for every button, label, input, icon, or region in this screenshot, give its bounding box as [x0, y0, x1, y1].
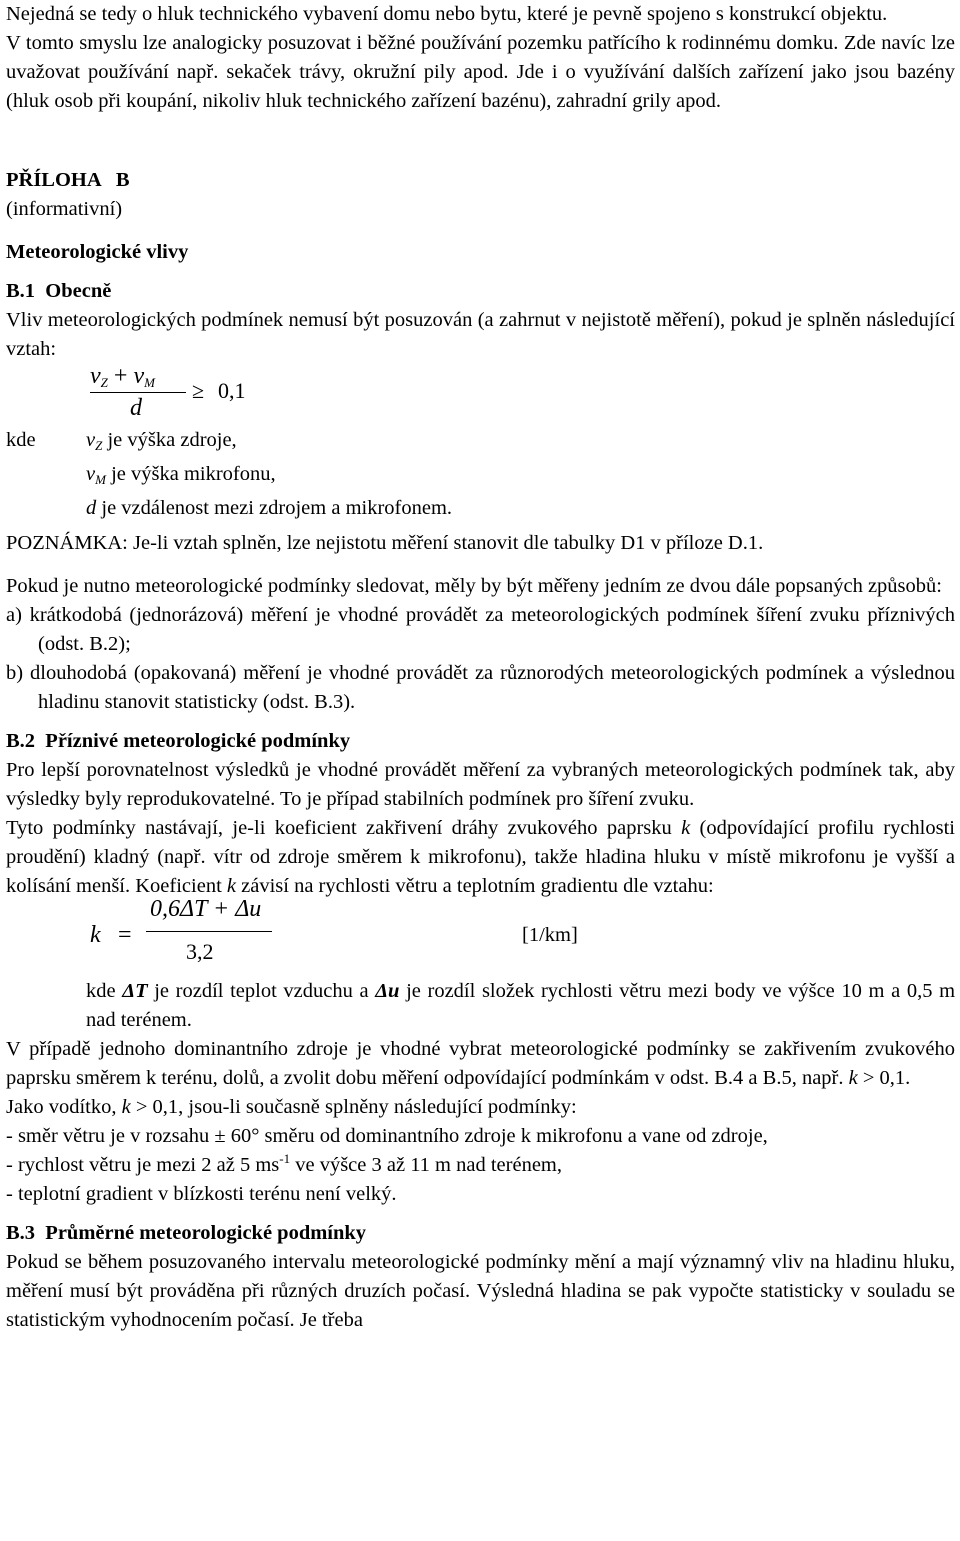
- formula-unit: [1/km]: [522, 924, 578, 946]
- formula-curvature: [6, 896, 955, 977]
- definition-d: d je vzdálenost mezi zdrojem a mikrofonem.: [86, 497, 453, 519]
- b2-condition-3: - teplotní gradient v blízkosti terénu není velký.: [6, 1183, 397, 1205]
- b1-list-item-b: b) dlouhodobá (opakovaná) měření je vhodné provádět za různorodých meteorologických podmínek a výslednou hladinu stanovit statisticky (odst. B.3).: [6, 662, 955, 713]
- kde-label: kde: [6, 429, 36, 451]
- formula-relation: ≥: [192, 378, 205, 403]
- b3-paragraph-1: Pokud se během posuzovaného intervalu meteorologické podmínky mění a mají významný vliv na hladinu hluku, měření musí být prováděna při různých druzích počasí. Výsledná hladina se pak vypočte statisticky v souladu se statistickým vyhodnocením počasí. Je třeba: [6, 1251, 955, 1331]
- b1-list-item-a: a) krátkodobá (jednorázová) měření je vhodné provádět za meteorologických podmínek šíření zvuku příznivých (odst. B.2);: [6, 604, 955, 655]
- document-page: [6, 0, 955, 1335]
- formula-equals: =: [118, 922, 132, 948]
- annex-name: Meteorologické vlivy: [6, 241, 189, 263]
- section-b2-heading: B.2 Příznivé meteorologické podmínky: [6, 730, 351, 752]
- section-b1-heading: B.1 Obecně: [6, 280, 112, 302]
- b1-paragraph-2: Pokud je nutno meteorologické podmínky sledovat, měly by být měřeny jedním ze dvou dále popsaných způsobů:: [6, 575, 942, 597]
- b1-note: POZNÁMKA: Je-li vztah splněn, lze nejistotu měření stanovit dle tabulky D1 v příloze D.1.: [6, 532, 764, 554]
- variable-definitions: [6, 426, 955, 523]
- formula-k-numerator: 0,6ΔT + Δu: [150, 896, 262, 922]
- b2-condition-2: - rychlost větru je mezi 2 až 5 $ms^{-1}$ ve výšce 3 až 11 m nad terénem,: [6, 1151, 562, 1176]
- definition-vz: $v_Z$ je výška zdroje,: [86, 429, 237, 453]
- annex-subtitle: (informativní): [6, 198, 123, 220]
- b2-condition-1: - směr větru je v rozsahu ± 60° směru od dominantního zdroje k mikrofonu a vane od zdroje,: [6, 1125, 768, 1147]
- intro-paragraph-2: V tomto smyslu lze analogicky posuzovat i běžné používání pozemku patřícího k rodinnému domku. Zde navíc lze uvažovat používání např. sekaček trávy, okružní pily apod. Jde i o využívání dalších zařízení jako jsou bazény (hluk osob při koupání, nikoliv hluk technického zařízení bazénu), zahradní grily apod.: [6, 32, 955, 112]
- formula-numerator: $v_Z + v_M$: [90, 363, 155, 390]
- formula-height-ratio: [6, 364, 955, 426]
- formula-k-fraction-line: [146, 931, 272, 932]
- formula-value: 0,1: [218, 378, 246, 403]
- section-b3-heading: B.3 Průměrné meteorologické podmínky: [6, 1222, 367, 1244]
- b2-kde-definition: kde ΔT je rozdíl teplot vzduchu a Δu je rozdíl složek rychlosti větru mezi body ve výšce 10 m a 0,5 m nad terénem.: [86, 980, 956, 1031]
- formula-denominator: d: [130, 395, 142, 421]
- section-b1-text: Vliv meteorologických podmínek nemusí být posuzován (a zahrnut v nejistotě měření), pokud je splněn následující vztah:: [6, 309, 955, 360]
- formula-fraction-line: [90, 392, 186, 393]
- intro-paragraph-1: Nejedná se tedy o hluk technického vybavení domu nebo bytu, které je pevně spojeno s konstrukcí objektu.: [6, 3, 888, 25]
- b2-paragraph-4: Jako vodítko, k > 0,1, jsou-li současně splněny následující podmínky:: [6, 1096, 577, 1118]
- formula-k-lhs: k: [90, 922, 101, 948]
- annex-title: PŘÍLOHA B: [6, 169, 130, 191]
- b2-paragraph-1: Pro lepší porovnatelnost výsledků je vhodné provádět měření za vybraných meteorologických podmínek tak, aby výsledky byly reprodukovatelné. To je případ stabilních podmínek pro šíření zvuku.: [6, 759, 955, 810]
- formula-k-denominator: 3,2: [186, 939, 214, 964]
- definition-vm: $v_M$ je výška mikrofonu,: [86, 463, 276, 487]
- b2-paragraph-2: Tyto podmínky nastávají, je-li koeficient zakřivení dráhy zvukového paprsku k (odpovídající profilu rychlosti proudění) kladný (např. vítr od zdroje směrem k mikrofonu), takže hladina hluku v místě mikrofonu je vyšší a kolísání menší. Koeficient k závisí na rychlosti větru a teplotním gradientu dle vztahu:: [6, 817, 955, 897]
- b2-paragraph-3: V případě jednoho dominantního zdroje je vhodné vybrat meteorologické podmínky se zakřivením zvukového paprsku směrem k terénu, dolů, a zvolit dobu měření odpovídající podmínkám v odst. B.4 a B.5, např. k > 0,1.: [6, 1038, 955, 1089]
